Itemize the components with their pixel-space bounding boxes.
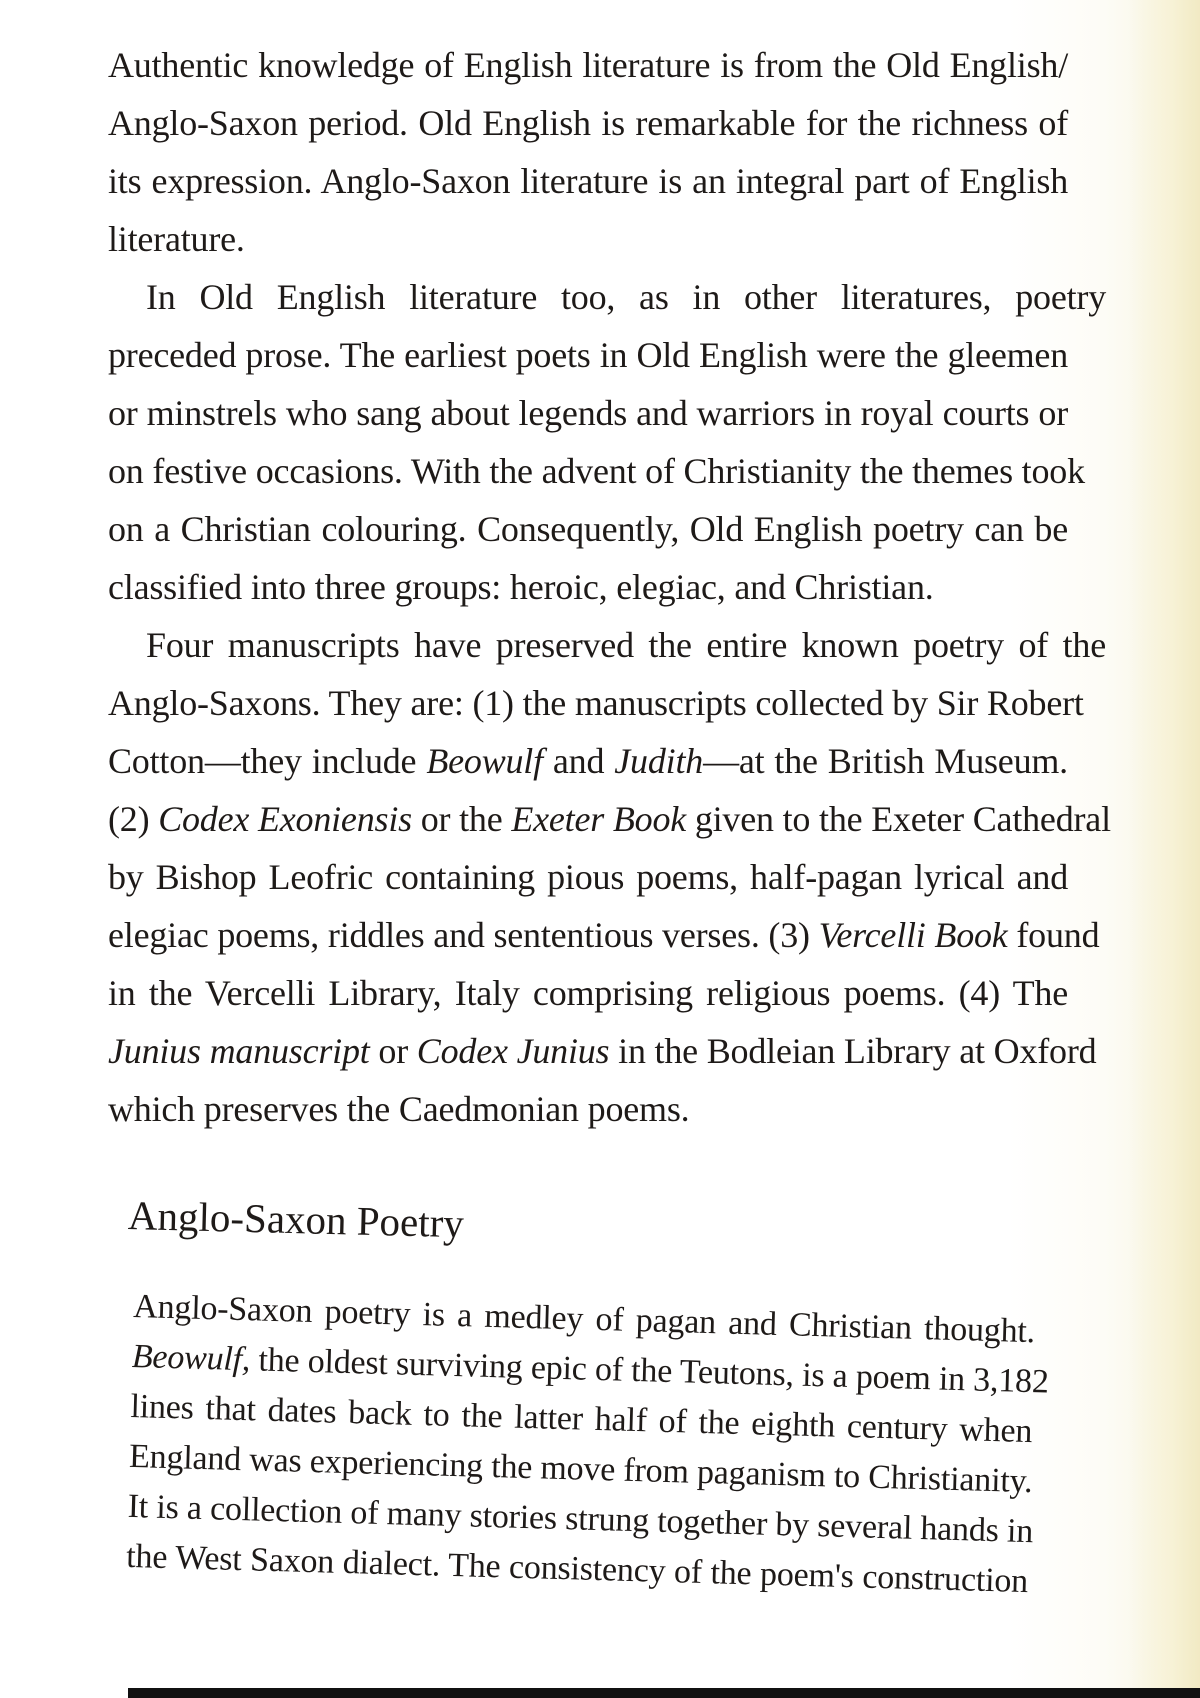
- text-line: It is a collection of many stories strung together by several hands in: [127, 1487, 1034, 1551]
- text-line: Four manuscripts have preserved the entire known poetry of the: [146, 625, 1106, 665]
- title-beowulf: Beowulf,: [131, 1337, 251, 1379]
- page-bottom-edge: [128, 1688, 1200, 1698]
- section-heading: Anglo-Saxon Poetry: [127, 1192, 465, 1247]
- page-gutter-shading: [1130, 0, 1200, 1698]
- title-codex-exoniensis: Codex Exoniensis: [158, 799, 412, 839]
- text-line: or minstrels who sang about legends and warriors in royal courts or: [108, 393, 1068, 433]
- text-run: in the Bodleian Library at Oxford: [609, 1031, 1097, 1071]
- title-judith: Judith: [614, 741, 704, 781]
- paragraph-intro: [108, 36, 1068, 268]
- title-vercelli-book: Vercelli Book: [818, 915, 1008, 955]
- title-exeter-book: Exeter Book: [511, 799, 687, 839]
- text-line: on a Christian colouring. Consequently, Old English poetry can be: [108, 509, 1068, 549]
- title-beowulf: Beowulf: [426, 741, 543, 781]
- text-line: England was experiencing the move from paganism to Christianity.: [128, 1437, 1034, 1501]
- text-line: Anglo-Saxon period. Old English is remarkable for the richness of: [108, 103, 1068, 143]
- title-codex-junius: Codex Junius: [416, 1031, 610, 1071]
- text-line: [108, 1022, 1097, 1080]
- text-run: found: [1007, 915, 1100, 955]
- text-line: literature.: [108, 219, 245, 259]
- paragraph-poetry-preceded-prose: [108, 268, 1106, 616]
- text-line: which preserves the Caedmonian poems.: [108, 1089, 690, 1129]
- text-line: Authentic knowledge of English literature is from the Old English/: [108, 45, 1068, 85]
- text-run: or the: [411, 799, 512, 839]
- text-line: [108, 790, 1111, 848]
- text-line: lines that dates back to the latter half of the eighth century when: [130, 1387, 1033, 1451]
- text-line: preceded prose. The earliest poets in Old English were the gleemen: [108, 335, 1068, 375]
- text-line: in the Vercelli Library, Italy comprising religious poems. (4) The: [108, 973, 1068, 1013]
- text-line: [108, 906, 1100, 964]
- text-line: by Bishop Leofric containing pious poems, half-pagan lyrical and: [108, 857, 1068, 897]
- text-run: elegiac poems, riddles and sententious verses. (3): [108, 915, 819, 955]
- text-run: given to the Exeter Cathedral: [686, 799, 1111, 839]
- text-run: or: [369, 1031, 417, 1071]
- text-run: Cotton—they include: [108, 741, 427, 781]
- text-line: [108, 732, 1068, 790]
- paragraph-anglo-saxon-poetry: [125, 1282, 1050, 1607]
- text-line: In Old English literature too, as in other literatures, poetry: [146, 277, 1106, 317]
- text-line: its expression. Anglo-Saxon literature is an integral part of English: [108, 161, 1068, 201]
- text-line: on festive occasions. With the advent of Christianity the themes took: [108, 451, 1085, 491]
- text-line: the West Saxon dialect. The consistency of the poem's construction: [125, 1537, 1029, 1601]
- paragraph-manuscripts: [108, 616, 1111, 1138]
- text-line: classified into three groups: heroic, elegiac, and Christian.: [108, 567, 934, 607]
- title-junius-manuscript: Junius manuscript: [108, 1031, 370, 1071]
- text-run: and: [542, 741, 615, 781]
- text-line: Anglo-Saxons. They are: (1) the manuscripts collected by Sir Robert: [108, 683, 1084, 723]
- text-run: (2): [108, 799, 159, 839]
- text-run: the oldest surviving epic of the Teutons, is a poem in 3,182: [249, 1341, 1050, 1401]
- text-line: Anglo-Saxon poetry is a medley of pagan and Christian thought.: [132, 1287, 1036, 1351]
- text-run: —at the British Museum.: [703, 741, 1068, 781]
